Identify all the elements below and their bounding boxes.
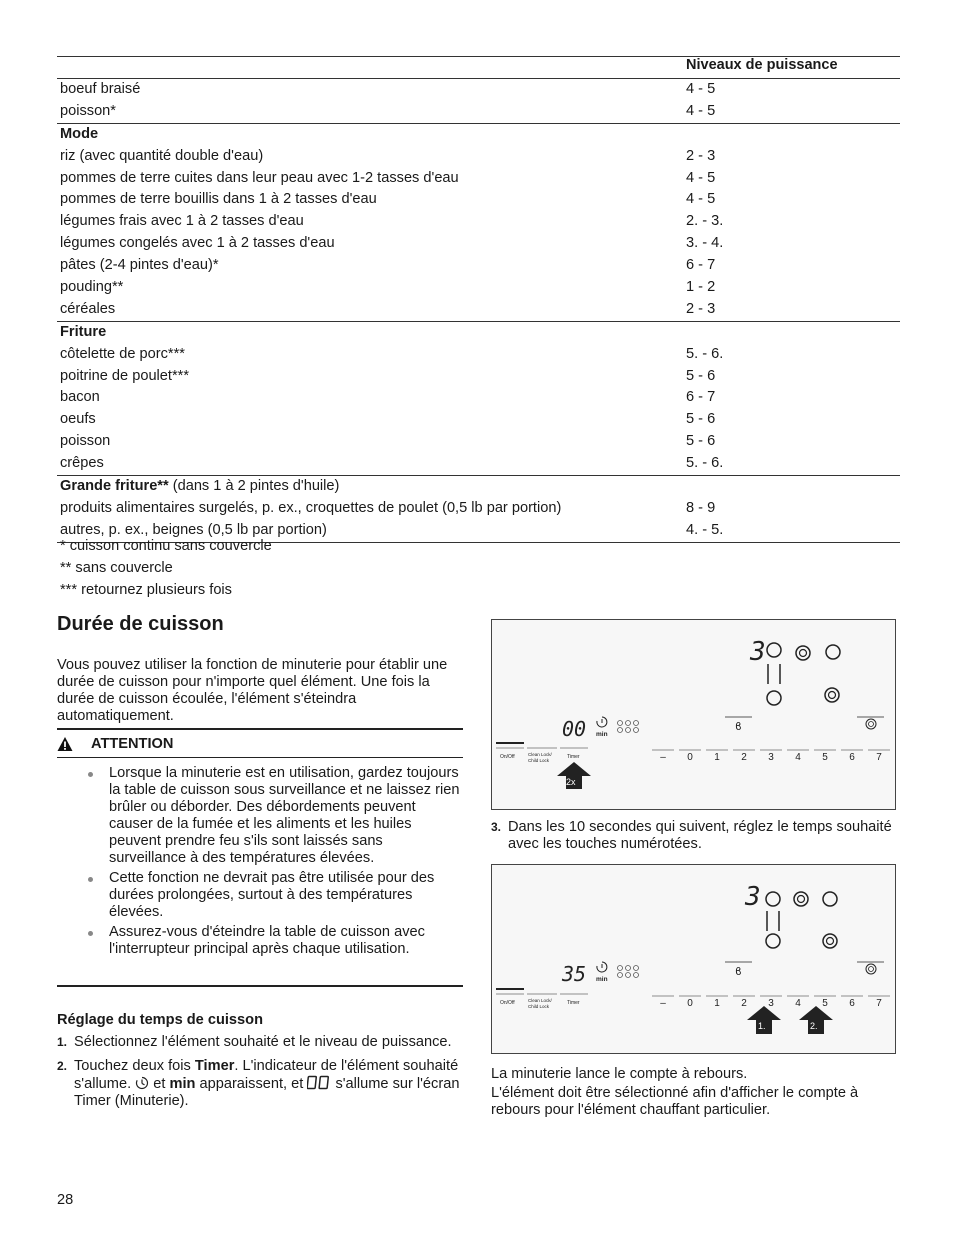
element-digit: 3 xyxy=(750,637,766,667)
timer-display: 35 xyxy=(562,962,587,986)
scale-key: 7 xyxy=(876,998,882,1009)
clean-lock-button: Clean Lock/ xyxy=(528,998,552,1003)
food-cell: pouding** xyxy=(60,279,124,296)
dual-element-icon xyxy=(794,892,808,906)
level-cell: 2. - 3. xyxy=(686,213,724,230)
food-cell: pommes de terre bouillis dans 1 à 2 tasses d'eau xyxy=(60,191,377,208)
step-number: 2. xyxy=(57,1059,68,1073)
scale-key: 2 xyxy=(741,752,747,763)
level-cell: 1 - 2 xyxy=(686,279,716,296)
table-row xyxy=(57,366,900,388)
level-cell: 5 - 6 xyxy=(686,433,716,450)
boost-icon: ϐ xyxy=(735,720,742,733)
boost-icon: ϐ xyxy=(735,965,742,978)
press-arrow-icon xyxy=(799,1006,833,1034)
cooktop-panel-svg-1 xyxy=(492,620,895,809)
food-cell: poisson xyxy=(60,433,111,450)
timer-icon xyxy=(135,1076,149,1090)
food-cell: autres, p. ex., beignes (0,5 lb par portion) xyxy=(60,521,327,538)
attention-title: ATTENTION xyxy=(91,736,174,752)
wok-element-icon xyxy=(866,719,876,729)
element-ring-icon xyxy=(823,892,837,906)
dual-element-icon xyxy=(796,646,810,660)
food-cell: boeuf braisé xyxy=(60,81,141,97)
table-row xyxy=(57,299,900,321)
table-row xyxy=(57,168,900,190)
onoff-button: On/Off xyxy=(500,754,515,760)
step-text: Touchez deux fois xyxy=(74,1058,195,1074)
element-note: L'élément doit être sélectionné afin d'afficher le compte à rebours pour l'élément chauffant particulier. xyxy=(491,1085,859,1118)
procedure-title: Réglage du temps de cuisson xyxy=(57,1012,263,1028)
level-cell: 2 - 3 xyxy=(686,300,716,317)
element-ring-icon xyxy=(826,645,840,659)
food-cell: poitrine de poulet*** xyxy=(60,367,190,384)
header-power-levels: Niveaux de puissance xyxy=(686,57,838,73)
element-ring-icon xyxy=(767,691,781,705)
step-text: s'allume sur l'écran Timer (Minuterie). xyxy=(74,1076,460,1109)
food-cell: bacon xyxy=(60,389,100,406)
scale-key: 7 xyxy=(876,752,882,763)
wok-element-inner-icon xyxy=(869,967,874,972)
level-cell: 4. - 5. xyxy=(686,521,724,538)
table-row xyxy=(57,277,900,299)
arrow-label: 1. xyxy=(758,1021,766,1031)
footnote: *** retournez plusieurs fois xyxy=(60,581,232,598)
element-ring-icon xyxy=(767,643,781,657)
scale-key: 0 xyxy=(687,752,693,763)
table-row xyxy=(57,146,900,168)
attention-header xyxy=(57,735,463,758)
food-cell: légumes congelés avec 1 à 2 tasses d'eau xyxy=(60,235,335,252)
scale-key: 6 xyxy=(849,998,855,1009)
table-row xyxy=(57,255,900,277)
step-text: Dans les 10 secondes qui suivent, réglez le temps souhaité avec les touches numérotées. xyxy=(508,819,892,852)
food-cell: riz (avec quantité double d'eau) xyxy=(60,147,264,164)
dual-element-icon xyxy=(823,934,837,948)
food-cell: crêpes xyxy=(60,455,104,472)
food-cell: pommes de terre cuites dans leur peau avec 1-2 tasses d'eau xyxy=(60,169,459,186)
table-section-title xyxy=(57,124,900,146)
list-item: Assurez-vous d'éteindre la table de cuisson avec l'interrupteur principal après chaque utilisation. xyxy=(88,924,463,958)
scale-key: 6 xyxy=(849,752,855,763)
level-cell: 5. - 6. xyxy=(686,345,724,362)
level-cell: 4 - 5 xyxy=(686,81,716,97)
level-cell: 5 - 6 xyxy=(686,411,716,428)
table-row xyxy=(57,211,900,233)
cooktop-panel-diagram-2 xyxy=(491,864,896,1054)
food-cell: produits alimentaires surgelés, p. ex., croquettes de poulet (0,5 lb par portion) xyxy=(60,499,562,516)
timer-keyword: Timer xyxy=(194,1058,235,1074)
table-row xyxy=(57,79,900,101)
element-indicator-icons xyxy=(618,721,639,733)
child-lock-button: Child Lock xyxy=(528,1004,550,1009)
level-cell: 8 - 9 xyxy=(686,499,716,516)
level-cell: 3. - 4. xyxy=(686,235,724,252)
scale-key: 5 xyxy=(822,752,828,763)
dual-element-inner-icon xyxy=(798,896,805,903)
arrow-label: 2x xyxy=(566,777,576,787)
table-section-title xyxy=(57,322,900,344)
table-row xyxy=(57,189,900,211)
scale-key: 3 xyxy=(768,752,774,763)
table-row xyxy=(57,431,900,453)
table-header xyxy=(57,56,900,79)
section-title-note: (dans 1 à 2 pintes d'huile) xyxy=(168,478,340,495)
table-sections xyxy=(57,123,900,542)
food-cell: pâtes (2-4 pintes d'eau)* xyxy=(60,257,219,274)
power-level-table xyxy=(57,56,900,543)
page-number: 28 xyxy=(57,1192,74,1208)
table-section-title xyxy=(57,476,900,498)
scale-key: 2 xyxy=(741,998,747,1009)
power-scale xyxy=(652,750,890,763)
level-cell: 5 - 6 xyxy=(686,367,716,384)
food-cell: oeufs xyxy=(60,411,96,428)
scale-key: 5 xyxy=(822,998,828,1009)
dual-element-inner-icon xyxy=(829,692,836,699)
element-indicator-icons xyxy=(618,966,639,978)
food-cell: côtelette de porc*** xyxy=(60,345,185,362)
step-2 xyxy=(57,1058,467,1110)
wok-element-inner-icon xyxy=(869,722,874,727)
footnote: ** sans couvercle xyxy=(60,559,173,576)
element-ring-icon xyxy=(766,892,780,906)
step-text: Sélectionnez l'élément souhaité et le niveau de puissance. xyxy=(74,1034,452,1050)
scale-key: 0 xyxy=(687,998,693,1009)
min-label: min xyxy=(596,731,608,738)
scale-key: 1 xyxy=(714,752,720,763)
wok-element-icon xyxy=(866,964,876,974)
scale-key: 3 xyxy=(768,998,774,1009)
table-row xyxy=(57,233,900,255)
scale-key: – xyxy=(660,752,666,763)
table-row xyxy=(57,387,900,409)
timer-button: Timer xyxy=(567,1000,580,1006)
dual-element-inner-icon xyxy=(800,650,807,657)
min-label: min xyxy=(596,976,608,983)
procedure-steps xyxy=(57,1034,467,1117)
step-number: 3. xyxy=(491,820,502,834)
step-number: 1. xyxy=(57,1035,68,1049)
arrow-label: 2. xyxy=(810,1021,818,1031)
table-row xyxy=(57,453,900,475)
table-row xyxy=(57,498,900,520)
section-title: Durée de cuisson xyxy=(57,613,224,635)
element-digit: 3 xyxy=(745,882,761,912)
section-title-text: Friture xyxy=(60,323,107,340)
list-item: Lorsque la minuterie est en utilisation, gardez toujours la table de cuisson sous surveillance et ne laissez rien brûler ou déborder. Des débordements peuvent causer de la fumée et les aliments et les huiles peuvent prendre feu s'ils sont laissés sans surveillance à des températures élevées. xyxy=(88,765,463,867)
child-lock-button: Child Lock xyxy=(528,758,550,763)
cooktop-panel-diagram-1 xyxy=(491,619,896,810)
food-cell: poisson* xyxy=(60,102,116,119)
press-arrow-icon xyxy=(557,762,591,789)
section-title-text: Grande friture** xyxy=(60,478,169,495)
clean-lock-button: Clean Lock/ xyxy=(528,752,552,757)
attention-box xyxy=(57,728,463,987)
warning-icon xyxy=(57,736,73,752)
onoff-button: On/Off xyxy=(500,1000,515,1006)
section-title-text: Mode xyxy=(60,125,99,142)
dual-element-inner-icon xyxy=(827,938,834,945)
step-1 xyxy=(57,1034,467,1051)
table-row xyxy=(57,409,900,431)
timer-button: Timer xyxy=(567,754,580,760)
scale-key: – xyxy=(660,998,666,1009)
step-3 xyxy=(491,819,894,853)
element-ring-icon xyxy=(766,934,780,948)
step-text: . L'indicateur de l'élément souhaité s'allume. xyxy=(74,1058,459,1092)
list-item: Cette fonction ne devrait pas être utilisée pour des durées prolongées, surtout à des températures élevées. xyxy=(88,870,463,921)
double-zero-display-icon xyxy=(307,1075,331,1090)
footnote: * cuisson continu sans couvercle xyxy=(60,538,272,554)
intro-paragraph: Vous pouvez utiliser la fonction de minuterie pour établir une durée de cuisson pour n'importe quel élément. Une fois la durée de cuisson écoulée, l'élément s'éteindra automatiquement. xyxy=(57,657,448,724)
timer-display: 00 xyxy=(562,717,587,741)
min-keyword: min xyxy=(169,1076,196,1092)
timer-icon xyxy=(597,962,607,972)
press-arrow-icon xyxy=(747,1006,781,1034)
power-scale xyxy=(652,996,890,1009)
level-cell: 5. - 6. xyxy=(686,455,724,472)
scale-key: 4 xyxy=(795,998,801,1009)
countdown-note: La minuterie lance le compte à rebours. xyxy=(491,1066,748,1082)
scale-key: 1 xyxy=(714,998,720,1009)
timer-icon xyxy=(597,717,607,727)
level-cell: 6 - 7 xyxy=(686,257,716,274)
food-cell: céréales xyxy=(60,300,116,317)
scale-key: 4 xyxy=(795,752,801,763)
top-rows xyxy=(57,79,900,123)
level-cell: 6 - 7 xyxy=(686,389,716,406)
table-row xyxy=(57,101,900,123)
food-cell: légumes frais avec 1 à 2 tasses d'eau xyxy=(60,213,304,230)
step-text: apparaissent, et xyxy=(195,1076,308,1092)
table-row xyxy=(57,344,900,366)
step-text: et xyxy=(149,1076,170,1092)
attention-list xyxy=(88,765,463,961)
footnotes xyxy=(60,536,272,602)
level-cell: 4 - 5 xyxy=(686,191,716,208)
cooktop-panel-svg-2 xyxy=(492,865,895,1053)
level-cell: 4 - 5 xyxy=(686,102,716,119)
level-cell: 2 - 3 xyxy=(686,147,716,164)
dual-element-icon xyxy=(825,688,839,702)
level-cell: 4 - 5 xyxy=(686,169,716,186)
